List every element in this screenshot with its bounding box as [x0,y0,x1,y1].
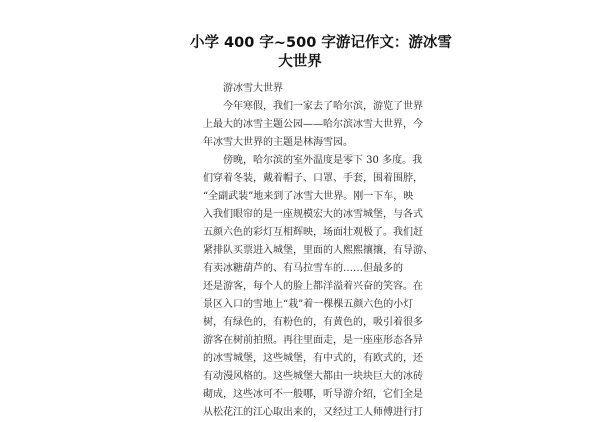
article-title [190,34,452,72]
paragraph-line: 有卖冰糖葫芦的、有马拉雪车的……但最多的 [203,263,403,274]
paragraph-line: 入我们眼帘的是一座规模宏大的冰雪城堡，与各式 [203,209,423,220]
essay-heading: 游冰雪大世界 [223,83,283,94]
article-title-line-2: 大世界 [278,54,322,70]
paragraph-line: 傍晚，哈尔滨的室外温度是零下 30 多度。我 [223,155,423,166]
paragraph-line: 还是游客，每个人的脸上都洋溢着兴奋的笑容。在 [203,281,423,292]
paragraph-line: 今年寒假，我们一家去了哈尔滨，游览了世界 [223,101,423,112]
article-title-line-1: 小学 400 字~500 字游记作文：游冰雪 [190,35,452,51]
paragraph-line: 游客在树前拍照。再往里面走，是一座座形态各异 [203,335,423,346]
paragraph-line: 年冰雪大世界的主题是林海雪园。 [203,137,353,148]
paragraph-line: 紧排队买票进入城堡，里面的人熙熙攘攘，有导游、 [203,245,433,256]
article-body [203,80,433,422]
paragraph-line: 树，有绿色的，有粉色的，有黄色的，吸引着很多 [203,317,423,328]
paragraph-line: 景区入口的雪地上“栽”着一棵棵五颜六色的小灯 [203,299,414,310]
paragraph-line: “全副武装”地来到了冰雪大世界。刚一下车，映 [203,191,414,202]
paragraph-line: 上最大的冰雪主题公园——哈尔滨冰雪大世界，今 [203,119,423,130]
paragraph-line: 有动漫风格的。这些城堡大都由一块块巨大的冰砖 [203,371,423,382]
paragraph-line: 五颜六色的彩灯互相辉映，场面壮观极了。我们赶 [203,227,423,238]
paragraph-line: 们穿着冬装，戴着帽子、口罩、手套，围着围脖， [203,173,423,184]
paragraph-line: 从松花江的江心取出来的，又经过工人师傅进行打 [203,407,423,418]
paragraph-line: 砌成，这些冰可不一般哪，听导游介绍，它们全是 [203,389,423,400]
paragraph-line: 的冰雪城堡，这些城堡，有中式的，有欧式的，还 [203,353,423,364]
